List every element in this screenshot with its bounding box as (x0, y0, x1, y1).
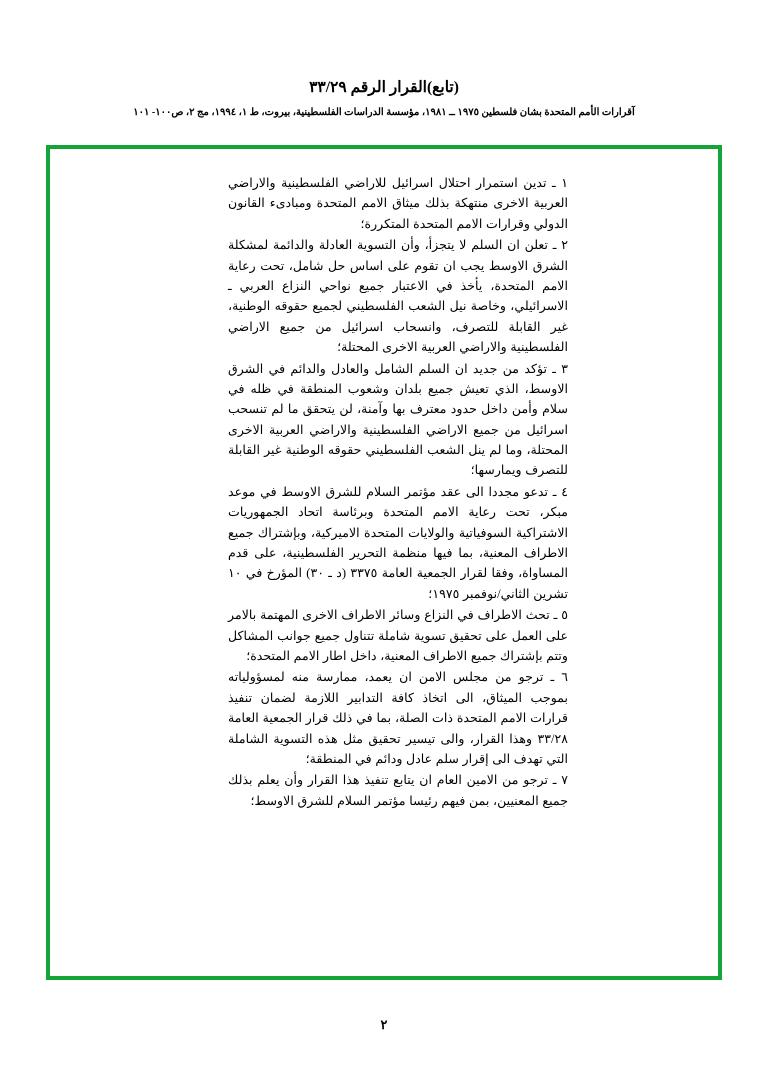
document-header (0, 0, 768, 118)
page-title: (تابع)القرار الرقم ٣٣/٢٩ (309, 79, 459, 96)
paragraph-6: ٦ ـ ترجو من مجلس الامن ان يعمد، ممارسة منه لمسؤولياته بموجب الميثاق، الى اتخاذ كافة التدابير اللازمة لضمان تنفيذ قرارات الامم المتحدة ذات الصلة، بما في ذلك قرار الجمعية العامة ٣٣/٢٨ وهذا القرار، والى تيسير تحقيق مثل هذه التسوية الشاملة التي تهدف الى إقرار سلم عادل ودائم في المنطقة؛ (228, 670, 568, 766)
paragraph-5: ٥ ـ تحث الاطراف في النزاع وسائر الاطراف الاخرى المهتمة بالامر على العمل على تحقيق تسوية شاملة تتناول جميع جوانب المشاكل وتتم بإشتراك جميع الاطراف المعنية، داخل اطار الامم المتحدة؛ (228, 608, 568, 663)
source-citation: آقرارات الأمم المتحدة بشان فلسطين ١٩٧٥ ــ ١٩٨١، مؤسسة الدراسات الفلسطينية، بيروت، ط ١، ١٩٩٤، مج ٢، ص١٠٠- ١٠١ (133, 107, 635, 118)
resolution-body (228, 173, 568, 812)
page-number: ٢ (380, 1017, 388, 1032)
paragraph-2: ٢ ـ تعلن ان السلم لا يتجزأ، وأن التسوية العادلة والدائمة لمشكلة الشرق الاوسط يجب ان تقوم على اساس حل شامل، تحت رعاية الامم المتحدة، يأخذ في الاعتبار جميع نواحي النزاع العربي ـ الاسرائيلي، وخاصة نيل الشعب الفلسطيني لجميع حقوقه الوطنية، غير القابلة للتصرف، وانسحاب اسرائيل من جميع الاراضي الفلسطينية والاراضي العربية الاخرى المحتلة؛ (228, 238, 568, 355)
paragraph-1: ١ ـ تدين استمرار احتلال اسرائيل للاراضي الفلسطينية والاراضي العربية الاخرى منتهكة بذلك ميثاق الامم المتحدة ومبادىء القانون الدولي وقرارات الامم المتحدة المتكررة؛ (228, 176, 568, 231)
paragraph-7: ٧ ـ ترجو من الامين العام ان يتابع تنفيذ هذا القرار وأن يعلم بذلك جميع المعنيين، بمن فيهم رئيسا مؤتمر السلام للشرق الاوسط؛ (228, 773, 568, 808)
paragraph-3: ٣ ـ تؤكد من جديد ان السلم الشامل والعادل والدائم في الشرق الاوسط، الذي تعيش جميع بلدان وشعوب المنطقة في ظله في سلام وأمن داخل حدود معترف بها وآمنة، لن يتحقق ما لم تنسحب اسرائيل من جميع الاراضي الفلسطينية والاراضي العربية الاخرى المحتلة، وما لم ينل الشعب الفلسطيني حقوقه الوطنية غير القابلة للتصرف ويمارسها؛ (228, 361, 568, 478)
paragraph-4: ٤ ـ تدعو مجددا الى عقد مؤتمر السلام للشرق الاوسط في موعد مبكر، تحت رعاية الامم المتحدة وبرئاسة اتحاد الجمهوريات الاشتراكية السوفياتية والولايات المتحدة الاميركية، وبإشتراك جميع الاطراف المعنية، بما فيها منظمة التحرير الفلسطينية، على قدم المساواة، وفقا لقرار الجمعية العامة ٣٣٧٥ (د ـ ٣٠) المؤرخ في ١٠ تشرين الثاني/نوفمبر ١٩٧٥؛ (228, 484, 569, 601)
content-frame (46, 145, 722, 980)
